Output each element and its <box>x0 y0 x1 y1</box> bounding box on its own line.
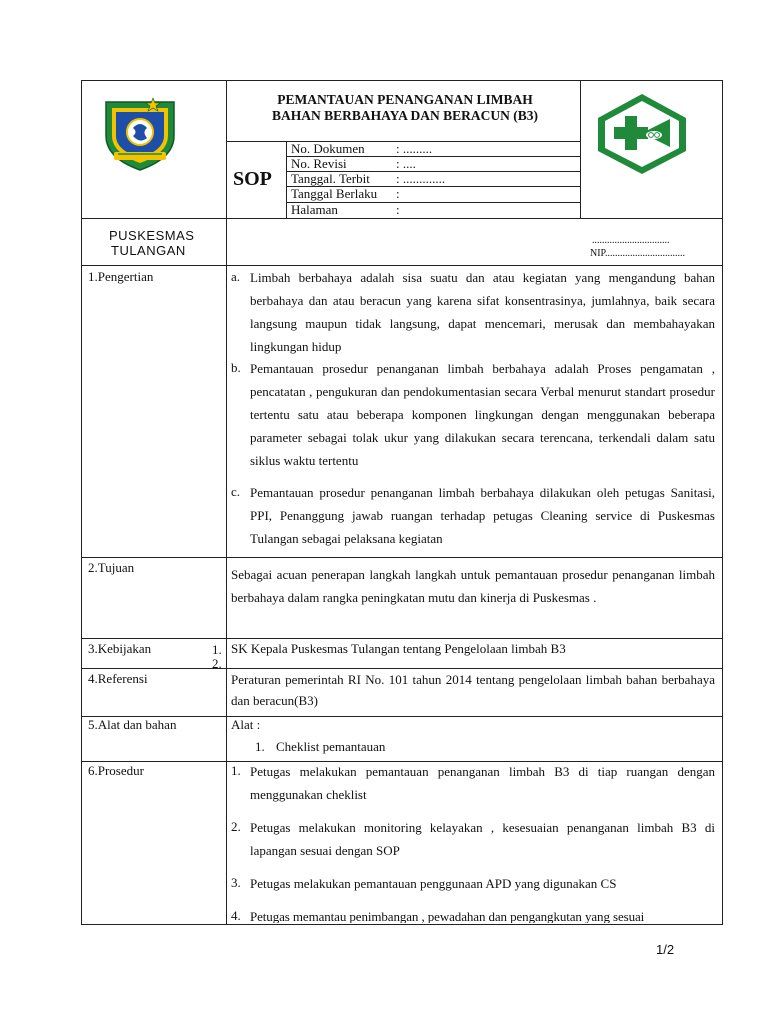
meta-value: : <box>396 186 400 201</box>
table-border-left <box>81 80 82 925</box>
org-name-line-1: PUSKESMAS <box>109 228 195 243</box>
alat-item-marker: 1. <box>255 739 265 754</box>
list-item <box>231 905 715 923</box>
kebijakan-text: SK Kepala Puskesmas Tulangan tentang Pengelolaan limbah B3 <box>231 641 566 656</box>
alat-item-text: Cheklist pemantauan <box>276 739 386 754</box>
meta-halaman <box>291 203 400 217</box>
list-text: Pemantauan prosedur penanganan limbah berbahaya dilakukan oleh petugas Sanitasi, PPI, Penanggung jawab ruangan terhadap petugas Cleaning service di Puskesmas Tulangan sebagai pelaksana kegiatan <box>250 485 715 546</box>
document-title <box>240 92 570 124</box>
section-label-tujuan: 2.Tujuan <box>88 560 135 575</box>
section-label-referensi: 4.Referensi <box>88 671 148 686</box>
list-marker: b. <box>231 360 241 375</box>
sop-label: SOP <box>233 168 272 190</box>
regional-emblem-logo <box>98 92 182 172</box>
divider <box>81 218 723 219</box>
list-text: Petugas melakukan monitoring kelayakan , kesesuaian penanganan limbah B3 di lapangan sesuai dengan SOP <box>250 820 715 858</box>
meta-key: No. Revisi <box>291 156 347 171</box>
divider <box>226 80 227 925</box>
meta-tanggal-terbit <box>291 172 445 186</box>
signature-dots: ............................... <box>592 235 670 246</box>
table-border-bottom <box>81 924 723 925</box>
list-text: Petugas melakukan pemantauan penanganan limbah B3 di tiap ruangan dengan menggunakan cheklist <box>250 764 715 802</box>
list-text: Petugas memantau penimbangan , pewadahan dan pengangkutan yang sesuai <box>250 909 645 923</box>
list-text: Petugas melakukan pemantauan penggunaan APD yang digunakan CS <box>250 876 617 891</box>
nip-label: NIP................................ <box>590 248 686 259</box>
list-marker: 4. <box>231 908 241 923</box>
page-number: 1/2 <box>656 942 675 957</box>
list-marker: a. <box>231 269 241 284</box>
referensi-text: Peraturan pemerintah RI No. 101 tahun 2014 tentang pengelolaan limbah bahan berbahaya dan beracun(B3) <box>231 672 715 708</box>
section-label-kebijakan: 3.Kebijakan <box>88 641 152 656</box>
table-border-top <box>81 80 723 81</box>
list-item <box>231 760 715 806</box>
kebijakan-number-1: 1. <box>212 642 222 657</box>
table-border-right <box>722 80 723 925</box>
meta-key: No. Dokumen <box>291 141 365 156</box>
meta-tanggal-berlaku <box>291 187 400 201</box>
kebijakan-number-2: 2. <box>212 656 222 671</box>
meta-value: : <box>396 202 400 217</box>
meta-key: Halaman <box>291 202 338 217</box>
title-line-2: BAHAN BERBAHAYA DAN BERACUN (B3) <box>271 108 539 123</box>
puskesmas-logo <box>594 91 690 177</box>
title-line-1: PEMANTAUAN PENANGANAN LIMBAH <box>277 92 533 107</box>
section-label-prosedur: 6.Prosedur <box>88 763 144 778</box>
meta-key: Tanggal. Terbit <box>291 171 370 186</box>
divider <box>81 638 723 639</box>
meta-value: : .... <box>396 156 416 171</box>
meta-value: : ......... <box>396 141 433 156</box>
section-label-pengertian: 1.Pengertian <box>88 269 154 284</box>
org-name-line-2: TULANGAN <box>111 243 186 258</box>
alat-heading: Alat : <box>231 717 261 732</box>
list-text: Limbah berbahaya adalah sisa suatu dan atau kegiatan yang mengandung bahan berbahaya dan atau beracun yang karena sifat konsentrasinya, jumlahnya, baik secara langsung maupun tidak langsung, dapat mencemari, merusak dan membahayakan lingkungan hidup <box>250 270 715 354</box>
list-item <box>231 816 715 862</box>
list-item <box>231 266 715 358</box>
list-item <box>231 872 715 895</box>
divider <box>580 80 581 218</box>
list-marker: 1. <box>231 763 241 778</box>
list-marker: 3. <box>231 875 241 890</box>
meta-no-revisi <box>291 157 416 171</box>
divider <box>81 557 723 558</box>
meta-no-dokumen <box>291 142 432 156</box>
list-text: Pemantauan prosedur penanganan limbah berbahaya adalah Proses pengamatan , pencatatan , pengukuran dan pendokumentasian secara Verbal menurut standart prosedur tertentu satu atau beberapa komponen lingkungan dengan menggunakan beberapa parameter sebagai tolak ukur yang dilakukan secara terencana, terkendali dalam satu siklus waktu tertentu <box>250 361 715 468</box>
tujuan-text: Sebagai acuan penerapan langkah langkah untuk pemantauan prosedur penanganan limbah berbahaya dalam rangka peningkatan mutu dan kinerja di Puskesmas . <box>231 567 715 605</box>
list-marker: 2. <box>231 819 241 834</box>
divider <box>81 716 723 717</box>
list-item <box>231 357 715 472</box>
divider <box>286 141 287 218</box>
meta-key: Tanggal Berlaku <box>291 186 378 201</box>
section-label-alat: 5.Alat dan bahan <box>88 717 177 732</box>
list-marker: c. <box>231 484 241 499</box>
meta-value: : ............. <box>396 171 446 186</box>
list-item <box>231 481 715 551</box>
